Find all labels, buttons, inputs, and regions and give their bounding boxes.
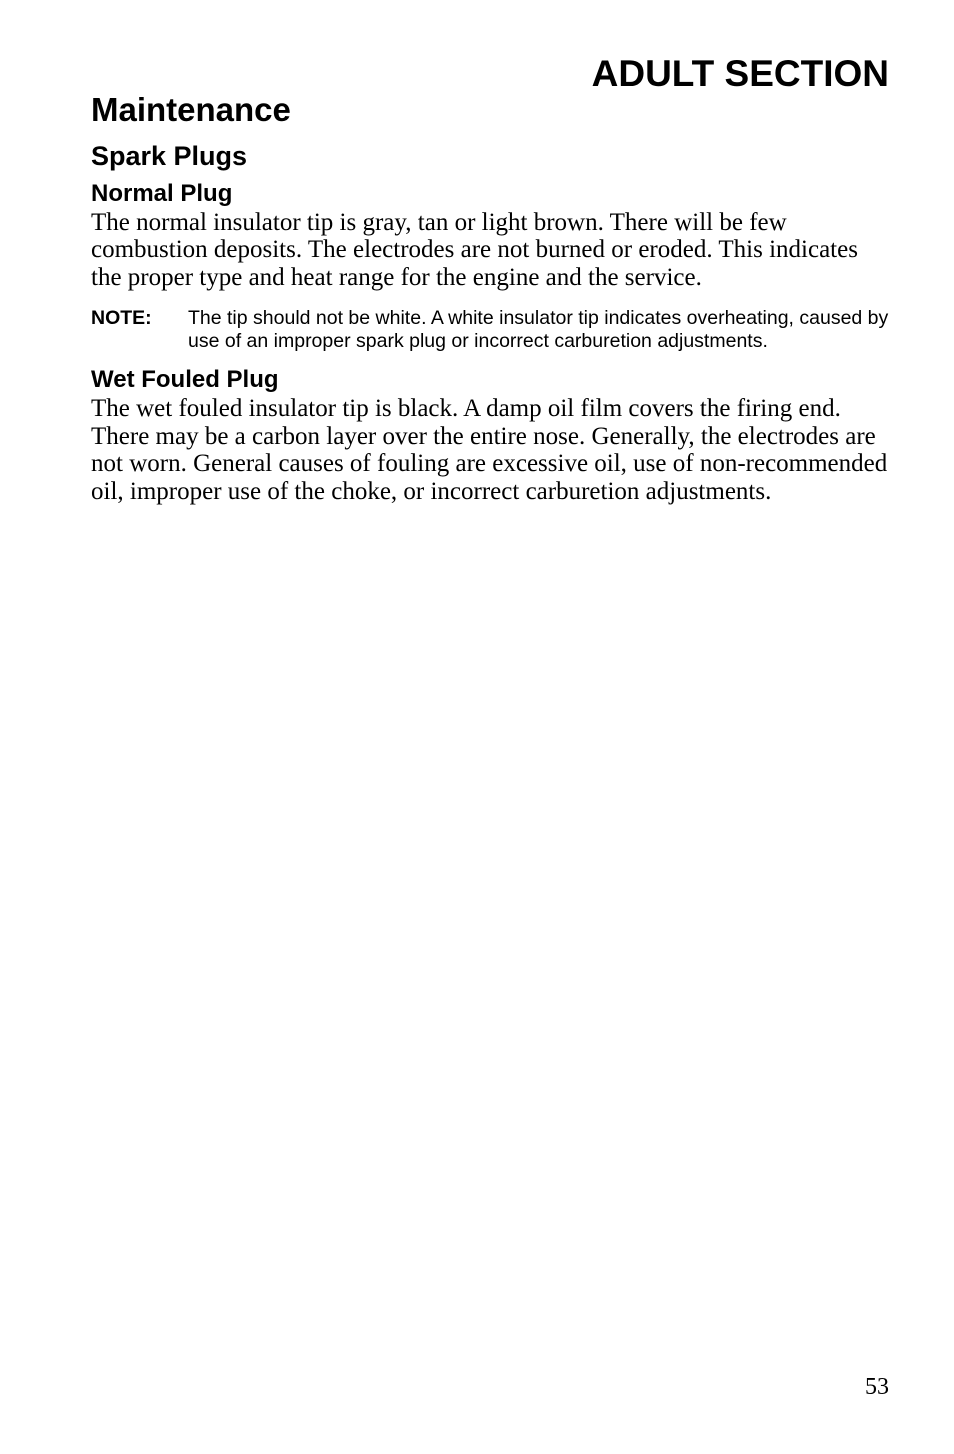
- wet-fouled-plug-heading: Wet Fouled Plug: [91, 366, 279, 394]
- note-block: [91, 307, 891, 353]
- subsection-title: Spark Plugs: [91, 140, 248, 171]
- page-number: 53: [865, 1374, 889, 1400]
- normal-plug-heading: Normal Plug: [91, 179, 233, 207]
- normal-plug-body: The normal insulator tip is gray, tan or light brown. There will be few combustion deposits. The electrodes are not burned or eroded. This indicates the proper type and heat range for the engine and the service.: [91, 208, 858, 291]
- chapter-title: Maintenance: [91, 91, 291, 128]
- note-label: NOTE:: [91, 307, 152, 330]
- wet-fouled-plug-body: The wet fouled insulator tip is black. A damp oil film covers the firing end. There may be a carbon layer over the entire nose. Generally, the electrodes are not worn. General causes of fouling are excessive oil, use of non-recommended oil, improper use of the choke, or incorrect carburetion adjustments.: [91, 395, 888, 505]
- page-content: [91, 90, 891, 505]
- note-text: The tip should not be white. A white insulator tip indicates overheating, caused by use of an improper spark plug or incorrect carburetion adjustments.: [188, 307, 889, 353]
- section-title: ADULT SECTION: [591, 53, 889, 94]
